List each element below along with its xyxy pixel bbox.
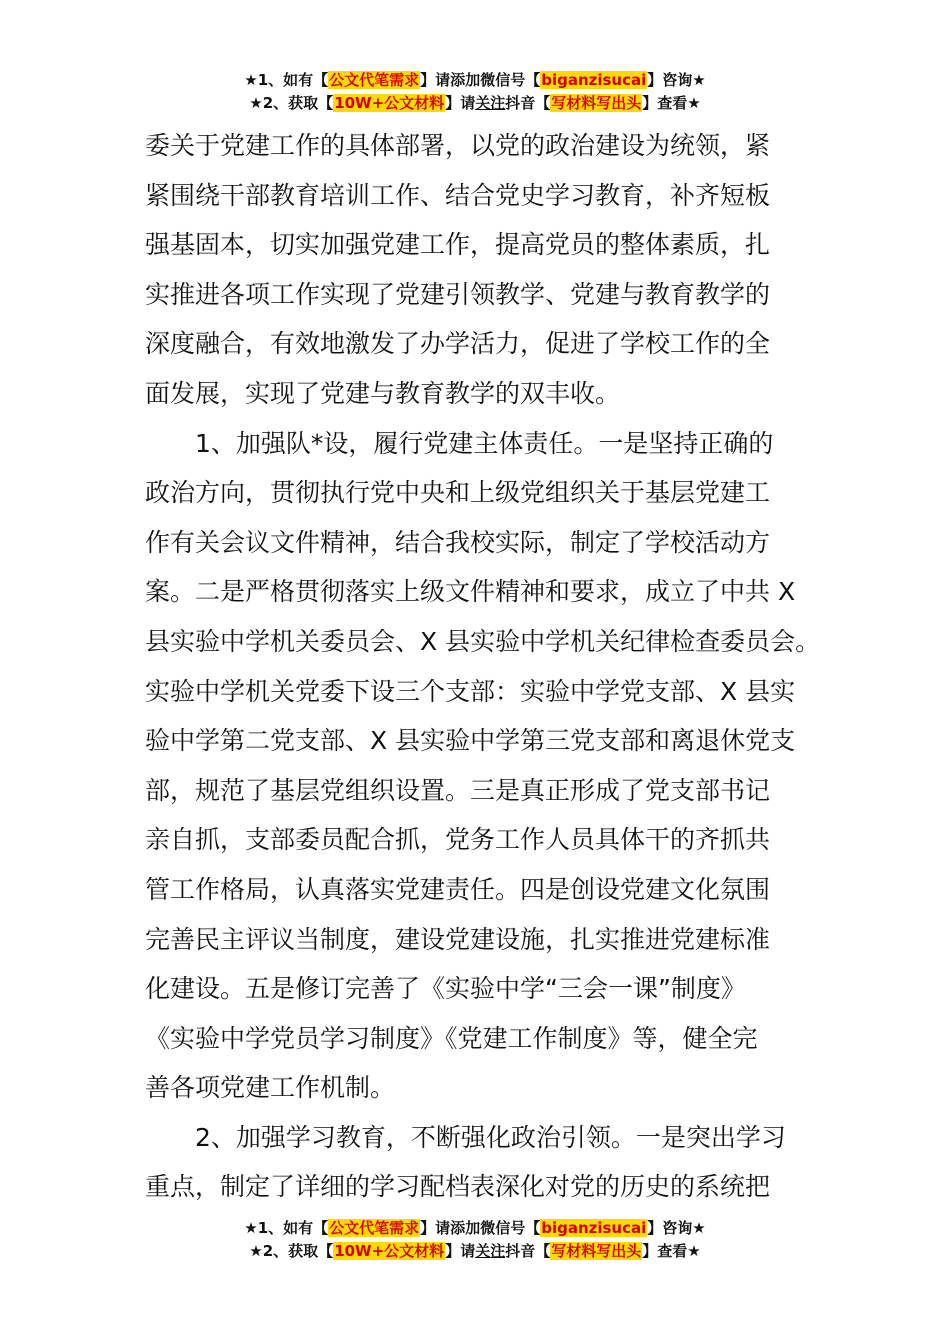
text-line: 管工作格局，认真落实党建责任。四是创设党建文化氛围: [145, 874, 771, 904]
text-line: 实推进各项工作实现了党建引领教学、党建与教育教学的: [145, 279, 771, 309]
text-line: 强基固本，切实加强党建工作，提高党员的整体素质，扎: [145, 230, 771, 260]
banner-line-1: ★1、如有【公文代笔需求】请添加微信号【biganzisucai】咨询★: [244, 71, 706, 89]
document-body: [145, 121, 821, 1212]
text-line: 《实验中学党员学习制度》《党建工作制度》等，健全完: [145, 1023, 758, 1053]
highlight-service: 公文代笔需求: [329, 1219, 420, 1237]
banner-line-2: ★2、获取【10W+公文材料】请关注抖音【写材料写出头】查看★: [249, 94, 701, 112]
text-line: 政治方向，贯彻执行党中央和上级党组织关于基层党建工: [145, 478, 771, 508]
text-line: 完善民主评议当制度，建设党建设施，扎实推进党建标准: [145, 924, 771, 954]
text-line: 深度融合，有效地激发了办学活力，促进了学校工作的全: [145, 329, 771, 359]
highlight-materials: 10W+公文材料: [334, 94, 445, 112]
text-line: 验中学第二党支部、X 县实验中学第三党支部和离退休党支: [145, 726, 796, 756]
text-line: 实验中学机关党委下设三个支部：实验中学党支部、X 县实: [145, 676, 796, 706]
banner-line-2: ★2、获取【10W+公文材料】请关注抖音【写材料写出头】查看★: [249, 1242, 701, 1260]
text-line: 化建设。五是修订完善了《实验中学“三会一课”制度》: [145, 974, 746, 1004]
highlight-douyin-account: 写材料写出头: [551, 1242, 642, 1260]
highlight-wechat-id: biganzisucai: [541, 71, 647, 89]
text-line: 紧围绕干部教育培训工作、结合党史学习教育，补齐短板: [145, 180, 771, 210]
highlight-douyin-account: 写材料写出头: [551, 94, 642, 112]
text-line: 善各项党建工作机制。: [145, 1073, 396, 1103]
section-heading-line: 2、加强学习教育，不断强化政治引领。一是突出学习: [195, 1122, 786, 1152]
footer-banner: [0, 1217, 950, 1263]
text-line: 县实验中学机关委员会、X 县实验中学机关纪律检查委员会。: [145, 626, 821, 656]
highlight-service: 公文代笔需求: [329, 71, 420, 89]
header-banner: [0, 69, 950, 115]
highlight-materials: 10W+公文材料: [334, 1242, 445, 1260]
text-line: 部，规范了基层党组织设置。三是真正形成了党支部书记: [145, 775, 771, 805]
highlight-wechat-id: biganzisucai: [541, 1219, 647, 1237]
text-line: 案。二是严格贯彻落实上级文件精神和要求，成立了中共 X: [145, 577, 796, 607]
text-line: 面发展，实现了党建与教育教学的双丰收。: [145, 378, 621, 408]
banner-line-1: ★1、如有【公文代笔需求】请添加微信号【biganzisucai】咨询★: [244, 1219, 706, 1237]
text-line: 亲自抓，支部委员配合抓，党务工作人员具体干的齐抓共: [145, 825, 771, 855]
text-line: 重点，制定了详细的学习配档表深化对党的历史的系统把: [145, 1172, 771, 1202]
text-line: 委关于党建工作的具体部署，以党的政治建设为统领，紧: [145, 131, 771, 160]
text-line: 作有关会议文件精神，结合我校实际，制定了学校活动方: [145, 527, 771, 557]
section-heading-line: 1、加强队*设，履行党建主体责任。一是坚持正确的: [195, 428, 774, 458]
